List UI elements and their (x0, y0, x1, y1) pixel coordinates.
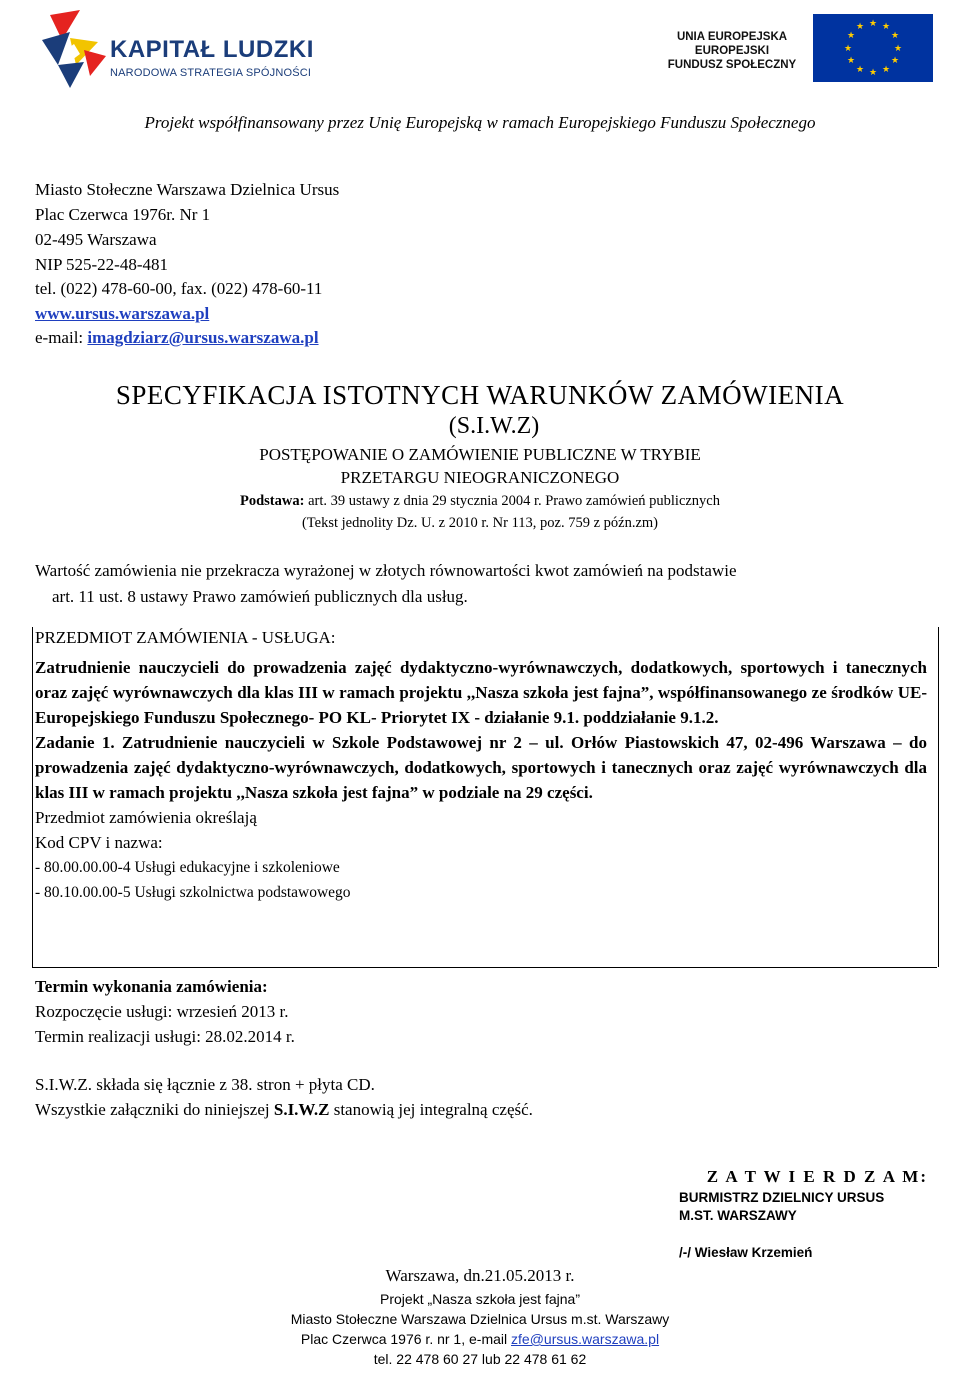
approval-signature: /-/ Wiesław Krzemień (679, 1245, 813, 1260)
document-date: Warszawa, dn.21.05.2013 r. (385, 1266, 575, 1285)
svg-text:★: ★ (843, 44, 853, 54)
eu-flag-icon (813, 14, 933, 82)
svg-text:★: ★ (868, 19, 878, 29)
term-heading: Termin wykonania zamówienia: (35, 977, 268, 996)
document-abbr: (S.I.W.Z) (448, 413, 540, 439)
kapital-ludzki-logo (40, 10, 314, 90)
footer-project: Projekt „Nasza szkoła jest fajna” (380, 1291, 580, 1307)
eu-line1: UNIA EUROPEJSKA (676, 31, 788, 43)
order-value-line2: art. 11 ust. 8 ustawy Prawo zamówień publicznych dla usług. (52, 587, 468, 606)
address-line3: 02-495 Warszawa (35, 230, 157, 249)
svg-text:★: ★ (890, 31, 900, 41)
address-nip: NIP 525-22-48-481 (35, 255, 168, 274)
siwz-attachments-b: S.I.W.Z (273, 1100, 330, 1119)
footer-email-link[interactable]: zfe@ursus.warszawa.pl (511, 1331, 660, 1347)
svg-text:★: ★ (868, 68, 878, 78)
eu-line2: EUROPEJSKI (694, 45, 770, 57)
svg-text:★: ★ (855, 65, 865, 75)
eu-line3: FUNDUSZ SPOŁECZNY (667, 59, 797, 71)
svg-text:★: ★ (881, 65, 891, 75)
approval-line1: BURMISTRZ DZIELNICY URSUS (679, 1190, 885, 1205)
approval-line2: M.ST. WARSZAWY (679, 1208, 797, 1223)
siwz-attachments-a: Wszystkie załączniki do niniejszej (35, 1100, 274, 1119)
section-divider (32, 967, 937, 968)
siwz-info (35, 1072, 533, 1122)
siwz-attachments (35, 1097, 533, 1122)
svg-text:★: ★ (846, 56, 856, 66)
kapital-ludzki-title: KAPITAŁ LUDZKI (110, 36, 314, 63)
website-line (35, 304, 209, 324)
kapital-ludzki-subtitle: NARODOWA STRATEGIA SPÓJNOŚCI (110, 67, 312, 79)
subject-paragraph2: Zadanie 1. Zatrudnienie nauczycieli w Szkole Podstawowej nr 2 – ul. Orłów Piastowskich 47, 02-496 Warszawa – do prowadzenia zajęć dydaktyczno-wyrównawczych, dodatkowych, sportowych i tanecznych oraz zajęć wyrównawczych dla klas III w ramach projektu ,,Nasza szkoła jest fajna” w podziale na 29 części. (35, 733, 927, 802)
subject-cpv-label: Kod CPV i nazwa: (35, 833, 163, 852)
footer-address (0, 1329, 960, 1349)
svg-text:★: ★ (855, 22, 865, 32)
footer-institution: Miasto Stołeczne Warszawa Dzielnica Ursus m.st. Warszawy (290, 1311, 670, 1327)
svg-text:★: ★ (846, 31, 856, 41)
footer-phone: tel. 22 478 60 27 lub 22 478 61 62 (373, 1351, 587, 1367)
website-link[interactable]: www.ursus.warszawa.pl (35, 304, 210, 323)
subject-scope-line: Przedmiot zamówienia określają (35, 808, 257, 827)
legal-basis (0, 493, 960, 510)
address-line1: Miasto Stołeczne Warszawa Dzielnica Ursus (35, 180, 340, 199)
email-label: e-mail: (35, 328, 88, 347)
document-title: SPECYFIKACJA ISTOTNYCH WARUNKÓW ZAMÓWIENIA (115, 380, 845, 410)
eu-logo-text (656, 30, 808, 72)
siwz-pages: S.I.W.Z. składa się łącznie z 38. stron + płyta CD. (35, 1075, 375, 1094)
term-section (35, 974, 295, 1049)
footer (0, 1289, 960, 1369)
address-phone: tel. (022) 478-60-00, fax. (022) 478-60-11 (35, 279, 323, 298)
svg-text:★: ★ (893, 44, 903, 54)
order-value-line1: Wartość zamówienia nie przekracza wyrażonej w złotych równowartości kwot zamówień na podstawie (35, 561, 737, 580)
svg-text:★: ★ (890, 56, 900, 66)
siwz-attachments-c: stanowią jej integralną część. (329, 1100, 533, 1119)
cofinancing-caption: Projekt współfinansowany przez Unię Europejską w ramach Europejskiego Funduszu Społecznego (144, 113, 816, 132)
procedure-line1: POSTĘPOWANIE O ZAMÓWIENIE PUBLICZNE W TRYBIE (259, 445, 701, 464)
cpv-item-1: - 80.00.00.00-4 Usługi edukacyjne i szkoleniowe (35, 859, 340, 876)
term-start: Rozpoczęcie usługi: wrzesień 2013 r. (35, 1002, 289, 1021)
svg-text:★: ★ (881, 22, 891, 32)
order-value-paragraph (35, 558, 930, 610)
email-link[interactable]: imagdziarz@ursus.warszawa.pl (87, 328, 319, 347)
legal-basis-text2: (Tekst jednolity Dz. U. z 2010 r. Nr 113, poz. 759 z późn.zm) (301, 515, 659, 531)
email-line (35, 328, 319, 348)
subject-body (35, 655, 927, 905)
subject-heading: PRZEDMIOT ZAMÓWIENIA - USŁUGA: (35, 628, 336, 647)
address-line2: Plac Czerwca 1976r. Nr 1 (35, 205, 211, 224)
approval-heading: Z A T W I E R D Z A M: (706, 1167, 928, 1186)
kapital-ludzki-emblem-icon (40, 10, 110, 90)
footer-address-text: Plac Czerwca 1976 r. nr 1, e-mail (300, 1331, 512, 1347)
legal-basis-label: Podstawa: (239, 493, 309, 509)
cpv-item-2: - 80.10.00.00-5 Usługi szkolnictwa podstawowego (35, 884, 351, 901)
procedure-line2: PRZETARGU NIEOGRANICZONEGO (340, 468, 620, 487)
legal-basis-text: art. 39 ustawy z dnia 29 stycznia 2004 r. Prawo zamówień publicznych (308, 493, 720, 509)
eu-logo (650, 14, 935, 82)
term-end: Termin realizacji usługi: 28.02.2014 r. (35, 1027, 295, 1046)
subject-paragraph1: Zatrudnienie nauczycieli do prowadzenia zajęć dydaktyczno-wyrównawczych, dodatkowych, sportowych i tanecznych oraz zajęć wyrównawczych dla klas III w ramach projektu ,,Nasza szkoła jest fajna”, współfinansowanego ze środków UE- Europejskiego Funduszu Społecznego- PO KL- Priorytet IX - działanie 9.1. poddziałanie 9.1.2. (35, 658, 927, 727)
